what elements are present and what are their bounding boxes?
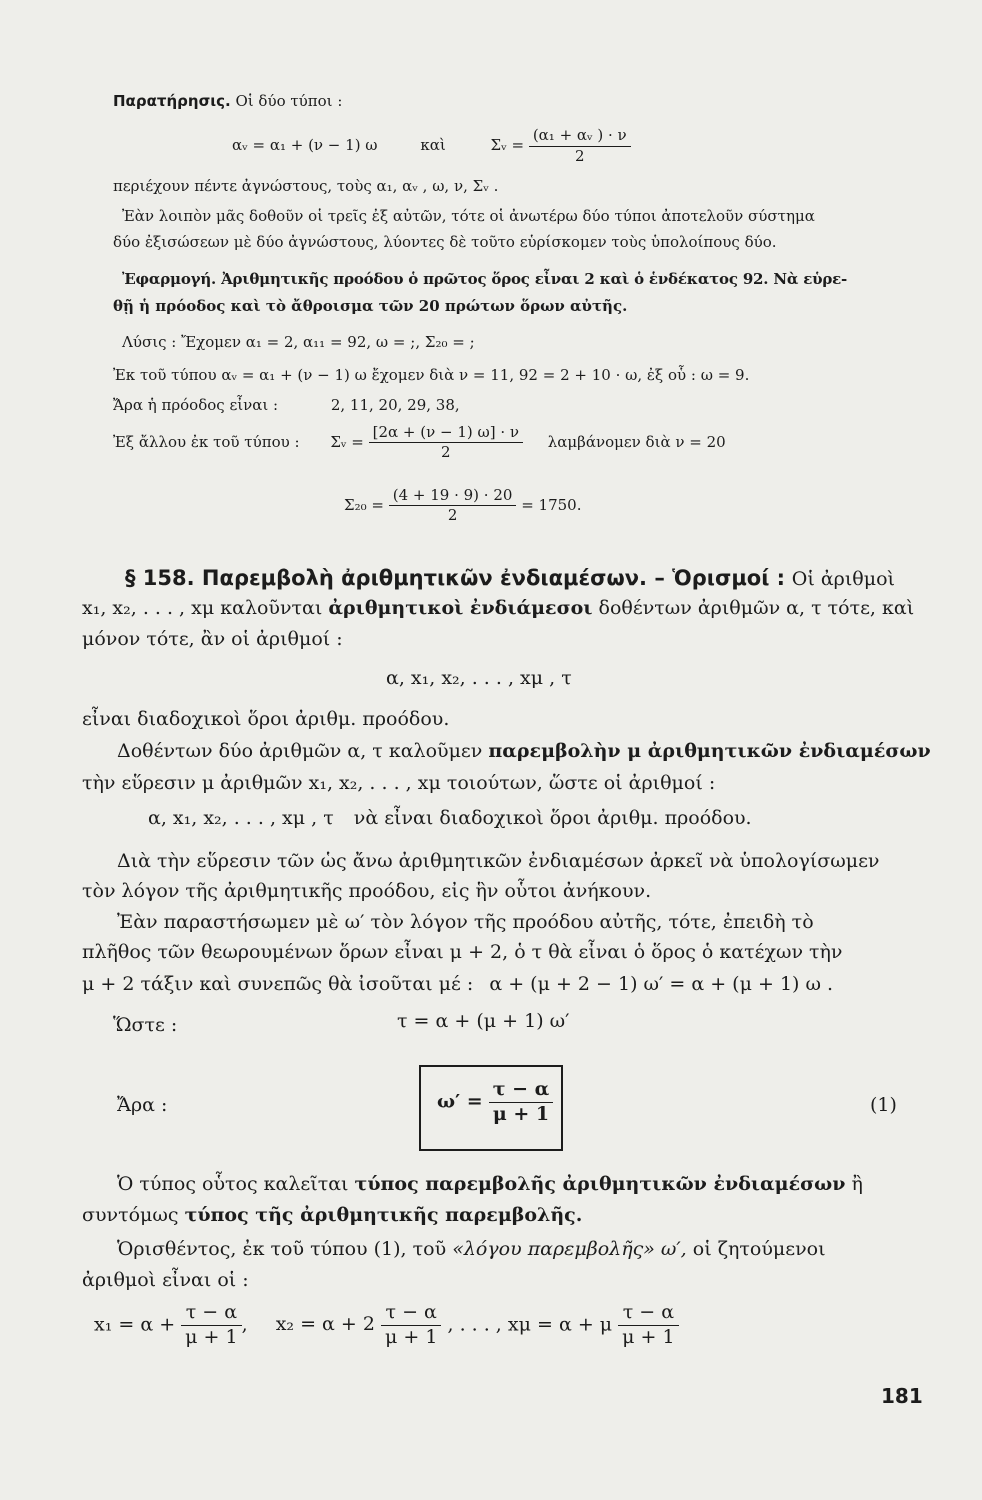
box-denominator: μ + 1 [492, 1102, 550, 1125]
remark-line2a: Ἐὰν λοιπὸν μᾶς δοθοῦν οἱ τρεῖς ἐξ αὐτῶν, τότε οἱ ἀνωτέρω δύο τύποι ἀποτελοῦν σύστημα [122, 207, 815, 225]
definition-end: δοθέντων ἀριθμῶν α, τ τότε, καὶ [598, 597, 915, 619]
s20-numerator: (4 + 19 · 9) · 20 [389, 487, 517, 506]
paragraph-3c [82, 973, 833, 995]
paragraph-3c-equation: α + (μ + 2 − 1) ω′ = α + (μ + 1) ω . [489, 973, 834, 995]
paragraph-4b-bold: τύπος τῆς ἀριθμητικῆς παρεμβολῆς. [184, 1204, 583, 1226]
box-numerator: τ − α [489, 1079, 554, 1103]
remark-formulas [232, 114, 631, 165]
x1-lhs: x₁ = α + [94, 1313, 176, 1336]
paragraph-3b: πλῆθος τῶν θεωρουμένων ὅρων εἶναι μ + 2, ὁ τ θὰ εἶναι ὁ ὅρος ὁ κατέχων τὴν [82, 941, 843, 963]
boxed-formula-content [437, 1079, 553, 1126]
paragraph-4a-end: ἢ [851, 1173, 863, 1195]
s20-lhs: Σ₂₀ = [344, 495, 384, 514]
section-heading-title: § 158. Παρεμβολὴ ἀριθμητικῶν ἐνδιαμέσων. – Ὁρισμοί : [125, 566, 786, 590]
section-heading [125, 566, 895, 590]
formula-sum-fraction [529, 127, 631, 165]
sequence-2: α, x₁, x₂, . . . , xμ , τ [148, 807, 334, 829]
x1-denominator: μ + 1 [185, 1325, 238, 1348]
paragraph-4a [117, 1173, 863, 1195]
paragraph-5a [117, 1238, 826, 1260]
paragraph-2a: Διὰ τὴν εὕρεσιν τῶν ὡς ἄνω ἀριθμητικῶν ἐνδιαμέσων ἀρκεῖ νὰ ὑπολογίσωμεν [117, 850, 880, 872]
remark-unknowns: περιέχουν πέντε ἀγνώστους, τοὺς α₁, αᵥ , ω, ν, Σᵥ . [113, 177, 499, 195]
x1-numerator: τ − α [181, 1302, 241, 1326]
paragraph-2b: τὸν λόγον τῆς ἀριθμητικῆς προόδου, εἰς ἣν οὗτοι ἀνήκουν. [82, 880, 652, 902]
application-line1: Ἐφαρμογή. Ἀριθμητικῆς προόδου ὁ πρῶτος ὅρος εἶναι 2 καὶ ὁ ἑνδέκατος 92. Νὰ εὑρε- [122, 270, 848, 288]
application-line2: θῇ ἡ πρόοδος καὶ τὸ ἄθροισμα τῶν 20 πρώτων ὅρων αὐτῆς. [113, 297, 628, 315]
remark-label: Παρατήρησις. [113, 92, 231, 110]
remark-kai: καὶ [420, 136, 446, 154]
paragraph-4a-start: Ὁ τύπος οὗτος καλεῖται [117, 1173, 349, 1195]
equation-number: (1) [870, 1094, 897, 1116]
given-start: Δοθέντων δύο ἀριθμῶν α, τ καλοῦμεν [117, 740, 483, 762]
x1-fraction [181, 1302, 241, 1349]
formula-sum-numerator: (α₁ + αᵥ ) · ν [529, 127, 631, 146]
definition-start: x₁, x₂, . . . , xμ καλοῦνται [82, 597, 323, 619]
x2-lhs: x₂ = α + 2 [275, 1313, 375, 1336]
formula-sum-denominator: 2 [574, 146, 585, 165]
x2-numerator: τ − α [381, 1302, 441, 1326]
formula-nth-term: αᵥ = α₁ + (ν − 1) ω [232, 136, 378, 154]
page-number: 181 [881, 1384, 923, 1408]
application-from-formula: Ἐκ τοῦ τύπου αᵥ = α₁ + (ν − 1) ω ἔχομεν διὰ ν = 11, 92 = 2 + 10 · ω, ἐξ οὗ : ω = 9. [113, 366, 750, 384]
remark-intro-text: Οἱ δύο τύποι : [235, 92, 343, 110]
given-bold: παρεμβολὴν μ ἀριθμητικῶν ἐνδιαμέσων [488, 740, 931, 762]
box-lhs: ω′ = [437, 1090, 483, 1113]
paragraph-5a-start: Ὁρισθέντος, ἐκ τοῦ τύπου (1), τοῦ [117, 1238, 447, 1260]
application-progression [113, 396, 460, 414]
x2-fraction [381, 1302, 441, 1349]
paragraph-5b: ἀριθμοὶ εἶναι οἱ : [82, 1269, 249, 1291]
sequence-2-line [148, 807, 752, 829]
other-denominator: 2 [441, 443, 451, 462]
application-solution: Λύσις : Ἔχομεν α₁ = 2, α₁₁ = 92, ω = ;, Σ₂₀ = ; [122, 333, 475, 351]
sequence-1: α, x₁, x₂, . . . , xμ , τ [386, 667, 572, 689]
s20-denominator: 2 [447, 506, 458, 525]
s20-result: = 1750. [521, 495, 582, 514]
other-take-for: λαμβάνομεν διὰ ν = 20 [547, 432, 726, 451]
therefore-label: Ἄρα : [117, 1094, 168, 1116]
hence-equation: τ = α + (μ + 1) ω′ [397, 1010, 570, 1032]
paragraph-3c-text: μ + 2 τάξιν καὶ συνεπῶς θὰ ἰσοῦται μέ : [82, 973, 474, 995]
sequence-2-tail: νὰ εἶναι διαδοχικοὶ ὅροι ἀριθμ. προόδου. [353, 807, 752, 829]
progression-label: Ἄρα ἡ πρόοδος εἶναι : [113, 396, 279, 414]
definition-only-if: μόνον τότε, ἂν οἱ ἀριθμοί : [82, 628, 343, 650]
xm-denominator: μ + 1 [622, 1325, 675, 1348]
paragraph-4a-bold: τύπος παρεμβολῆς ἀριθμητικῶν ἐνδιαμέσων [354, 1173, 846, 1195]
xm-lhs: , . . . , xμ = α + μ [447, 1313, 613, 1336]
xm-fraction [618, 1302, 678, 1349]
intermediates-formulas [94, 1302, 679, 1349]
x1-separator: , [241, 1313, 248, 1336]
paragraph-3a: Ἐὰν παραστήσωμεν μὲ ω′ τὸν λόγον τῆς προόδου αὐτῆς, τότε, ἐπειδὴ τὸ [117, 911, 814, 933]
application-s20 [344, 487, 582, 525]
application-other [113, 424, 726, 462]
s20-fraction [389, 487, 517, 525]
progression-values: 2, 11, 20, 29, 38, [330, 396, 460, 414]
xm-numerator: τ − α [618, 1302, 678, 1326]
definition-bold: ἀριθμητικοὶ ἐνδιάμεσοι [328, 597, 593, 619]
section-heading-tail: Οἱ ἀριθμοὶ [791, 568, 895, 590]
find-line: τὴν εὕρεσιν μ ἀριθμῶν x₁, x₂, . . . , xμ τοιούτων, ὥστε οἱ ἀριθμοί : [82, 772, 716, 794]
paragraph-5a-end: οἱ ζητούμενοι [692, 1238, 826, 1260]
x2-denominator: μ + 1 [385, 1325, 438, 1348]
paragraph-4b-start: συντόμως [82, 1204, 179, 1226]
box-fraction [489, 1079, 554, 1126]
other-numerator: [2α + (ν − 1) ω] · ν [369, 424, 523, 443]
definition-line [82, 597, 914, 619]
hence-label: Ὥστε : [113, 1014, 178, 1036]
other-label: Ἐξ ἄλλου ἐκ τοῦ τύπου : [113, 432, 300, 451]
paragraph-5a-italic: «λόγου παρεμβολῆς» ω′, [452, 1238, 687, 1260]
paragraph-4b [82, 1204, 582, 1226]
remark-line2b: δύο ἐξισώσεων μὲ δύο ἀγνώστους, λύοντες δὲ τοῦτο εὑρίσκομεν τοὺς ὑπολοίπους δύο. [113, 233, 777, 251]
given-line [117, 740, 931, 762]
other-lhs: Σᵥ = [330, 432, 364, 451]
are-terms-line: εἶναι διαδοχικοὶ ὅροι ἀριθμ. προόδου. [82, 708, 450, 730]
formula-sum-lhs: Σᵥ = [490, 136, 525, 154]
remark-intro [113, 92, 342, 110]
boxed-formula [419, 1065, 563, 1151]
other-fraction [369, 424, 523, 462]
